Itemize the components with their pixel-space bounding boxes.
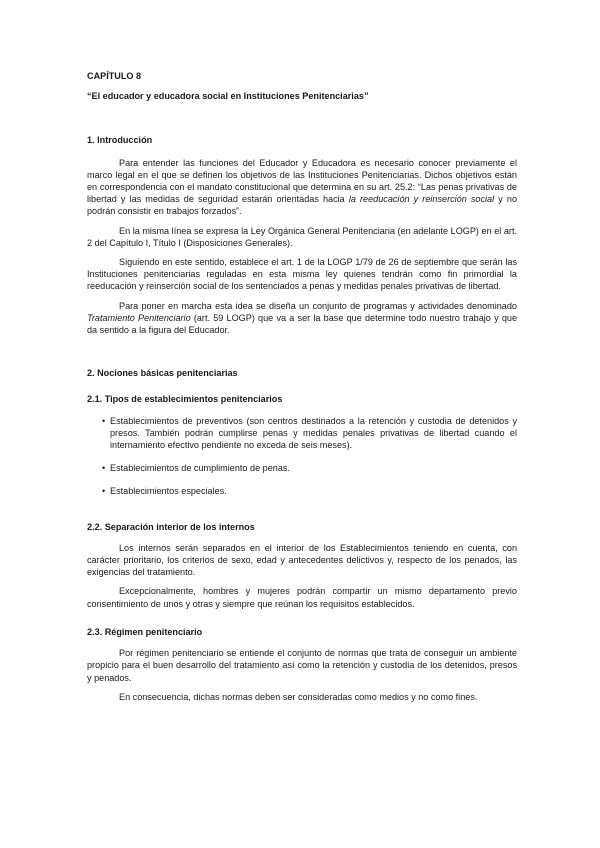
establishment-list bbox=[104, 415, 517, 498]
chapter-label: CAPÍTULO 8 bbox=[87, 71, 142, 81]
subsection-heading-regimen: 2.3. Régimen penitenciario bbox=[87, 626, 203, 637]
list-item: • Establecimientos especiales. bbox=[104, 485, 517, 497]
section-heading-introduccion: 1. Introducción bbox=[87, 135, 153, 146]
paragraph-italic-text: la reeducación y reinserción social bbox=[348, 194, 495, 205]
subsection-heading-tipos: 2.1. Tipos de establecimientos penitenciarios bbox=[87, 394, 283, 405]
paragraph-text: (art. 59 LOGP) que va a ser la base que determine todo nuestro trabajo y que da sentido a la figura del Educador. bbox=[87, 312, 518, 336]
paragraph-italic-text: Tratamiento Penitenciario bbox=[87, 312, 191, 323]
paragraph: Siguiendo en este sentido, establece el art. 1 de la LOGP 1/79 de 26 de septiembre que serán las Instituciones penitenciarias reguladas en esta misma ley quienes tendrán como fin primordial la reeducación y reinserción social de los sentenciados a penas y medidas penales privativas de libertad. bbox=[87, 257, 517, 292]
paragraph-text: Para entender las funciones del Educador y Educadora es necesario conocer previamente el marco legal en el que se definen los objetivos de las Instituciones Penitenciarias. Dichos objetivos están en correspondencia con el mandato constitucional que determina en su art. 25.2: “Las penas privativas de libertad y las medidas de seguridad estarán orientadas hacia bbox=[87, 157, 517, 205]
paragraph-text: Para poner en marcha esta idea se diseña un conjunto de programas y actividades denominado bbox=[119, 300, 517, 311]
paragraph: Excepcionalmente, hombres y mujeres podrán compartir un mismo departamento previo consentimiento de unos y otras y siempre que reúnan los requisitos establecidos. bbox=[87, 586, 517, 609]
paragraph-text: y no podrán consistir en trabajos forzados”. bbox=[87, 194, 517, 217]
paragraph: Por régimen penitenciario se entiende el conjunto de normas que trata de conseguir un ambiente propicio para el buen desarrollo del tratamiento así como la retención y custodia de los detenidos, presos y penados. bbox=[87, 648, 517, 683]
paragraph: En consecuencia, dichas normas deben ser consideradas como medios y no como fines. bbox=[119, 691, 478, 702]
document-body bbox=[87, 70, 517, 710]
list-item: • Establecimientos de cumplimiento de penas. bbox=[104, 462, 517, 474]
list-item: • Establecimientos de preventivos (son centros destinados a la retención y custodia de detenidos y presos. También podrán cumplirse penas y medidas penales privativas de libertad cuando el internamiento efectivo pendiente no exceda de seis meses). bbox=[104, 415, 517, 452]
section-heading-nociones: 2. Nociones básicas penitenciarias bbox=[87, 368, 238, 379]
paragraph bbox=[87, 157, 517, 218]
subsection-heading-separacion: 2.2. Separación interior de los internos bbox=[87, 521, 255, 532]
chapter-title: “El educador y educadora social en Instituciones Penitenciarias” bbox=[87, 91, 369, 102]
paragraph: Los internos serán separados en el interior de los Establecimientos teniendo en cuenta, con carácter prioritario, los criterios de sexo, edad y antecedentes delictivos y, respecto de los penados, las exigencias del tratamiento. bbox=[87, 542, 517, 578]
paragraph: En la misma línea se expresa la Ley Orgánica General Penitenciaria (en adelante LOGP) en el art. 2 del Capítulo I, Título I (Disposiciones Generales). bbox=[87, 225, 517, 248]
paragraph bbox=[87, 300, 517, 337]
